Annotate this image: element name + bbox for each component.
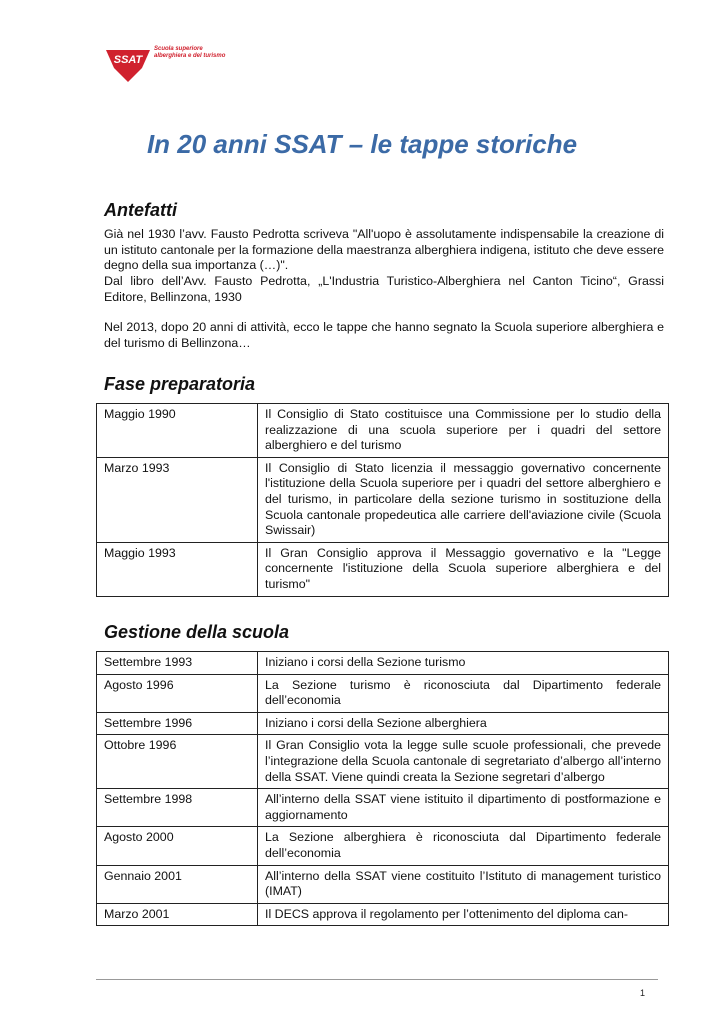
gestione-scuola-table [96,651,669,926]
table-row [97,903,669,926]
antefatti-quote: Già nel 1930 l’avv. Fausto Pedrotta scriveva "All'uopo è assolutamente indispensabile la creazione di un istituto cantonale per la formazione della maestranza alberghiera indigena, istituto che deve essere degno della sua importanza (…)". [104,227,664,273]
row-date: Marzo 2001 [97,903,258,926]
footer-divider [96,979,658,980]
row-date: Settembre 1993 [97,652,258,675]
row-description: All’interno della SSAT viene istituito il dipartimento di postformazione e aggiornamento [258,789,669,827]
table-row [97,789,669,827]
logo-acronym: SSAT [113,54,143,66]
section-heading-antefatti: Antefatti [104,200,177,220]
table-row [97,827,669,865]
row-description: Iniziano i corsi della Sezione turismo [258,652,669,675]
page-number: 1 [640,988,646,998]
row-description: Il Gran Consiglio vota la legge sulle scuole professionali, che prevede l’integrazione della Scuola cantonale di segretariato d’albergo all’interno della SSAT. Viene quindi creata la Sezione segretari d’albergo [258,735,669,789]
row-date: Marzo 1993 [97,457,258,542]
antefatti-source: Dal libro dell’Avv. Fausto Pedrotta, „L'Industria Turistico-Alberghiera nel Canton Ticino“, Grassi Editore, Bellinzona, 1930 [104,274,664,304]
table-row [97,652,669,675]
row-date: Settembre 1996 [97,712,258,735]
row-date: Settembre 1998 [97,789,258,827]
row-date: Agosto 2000 [97,827,258,865]
page-title: In 20 anni SSAT – le tappe storiche [146,129,578,159]
antefatti-intro: Nel 2013, dopo 20 anni di attività, ecco le tappe che hanno segnato la Scuola superiore alberghiera e del turismo di Bellinzona… [104,320,664,350]
row-date: Gennaio 2001 [97,865,258,903]
row-description: Il Consiglio di Stato costituisce una Commissione per lo studio della realizzazione di una scuola superiore per i quadri del settore alberghiero e del turismo [258,404,669,458]
row-description: Il Consiglio di Stato licenzia il messaggio governativo concernente l'istituzione della Scuola superiore per i quadri del settore alberghiero e del turismo, in particolare della sezione turismo in sostituzione della Scuola cantonale propedeutica alle carriere dell'aviazione civile (Scuola Swissair) [258,457,669,542]
table-row [97,735,669,789]
ssat-logo [104,40,224,82]
row-description: La Sezione alberghiera è riconosciuta dal Dipartimento federale dell’economia [258,827,669,865]
row-description: All’interno della SSAT viene costituito l’Istituto di management turistico (IMAT) [258,865,669,903]
table-row [97,404,669,458]
row-description: Il DECS approva il regolamento per l’ottenimento del diploma can- [258,903,669,926]
logo-line-1: Scuola superiore [154,46,203,52]
logo-caption [154,46,225,60]
section-heading-gestione: Gestione della scuola [104,622,290,642]
fase-preparatoria-table [96,403,669,597]
ssat-logo-mark [104,40,152,82]
table-row [97,865,669,903]
row-description: Iniziano i corsi della Sezione alberghiera [258,712,669,735]
section-heading-fase-preparatoria: Fase preparatoria [104,374,256,394]
table-row [97,674,669,712]
table-row [97,712,669,735]
row-date: Agosto 1996 [97,674,258,712]
row-description: Il Gran Consiglio approva il Messaggio governativo e la "Legge concernente l'istituzione della Scuola superiore alberghiera e del turismo" [258,542,669,596]
table-row [97,457,669,542]
table-row [97,542,669,596]
row-date: Maggio 1990 [97,404,258,458]
row-date: Maggio 1993 [97,542,258,596]
row-description: La Sezione turismo è riconosciuta dal Dipartimento federale dell’economia [258,674,669,712]
row-date: Ottobre 1996 [97,735,258,789]
logo-line-2: alberghiera e del turismo [154,53,226,59]
